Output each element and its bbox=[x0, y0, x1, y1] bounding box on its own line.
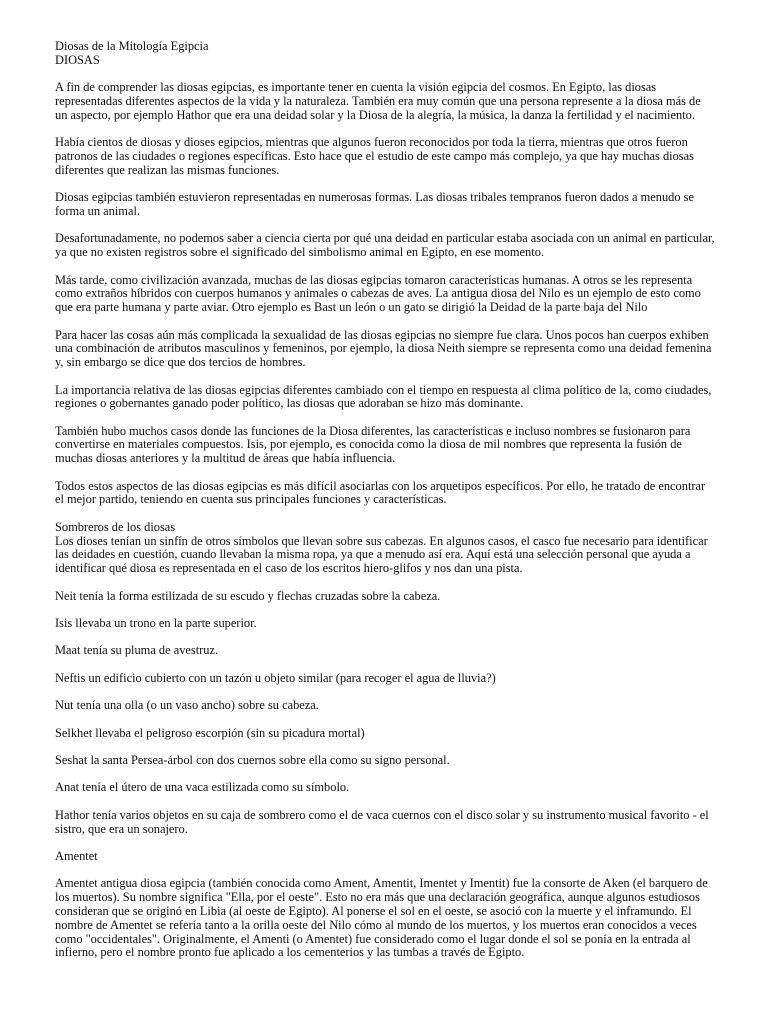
paragraph: Más tarde, como civilización avanzada, muchas de las diosas egipcias tomaron características humanas. A otros se les representa como extraños híbridos con cuerpos humanos y animales o cabezas de aves. La antigua diosa del Nilo es un ejemplo de esto como que era parte humana y parte aviar. Otro ejemplo es Bast un león o un gato se dirigió la Deidad de la parte baja del Nilo bbox=[55, 272, 701, 315]
section-intro: Los dioses tenían un sinfín de otros símbolos que llevan sobre sus cabezas. En algunos casos, el casco fue necesario para identificar las deidades en cuestión, cuando llevaban la misma ropa, ya que a menudo así era. Aquí está una selección personal que ayuda a identificar qué diosa es representada en el caso de los escritos hiero-glifos y nos dan una pista. bbox=[55, 533, 708, 576]
paragraph: También hubo muchos casos donde las funciones de la Diosa diferentes, las características e incluso nombres se fusionaron para convertirse en materiales compuestos. Isis, por ejemplo, es conocida como la diosa de mil nombres que representa la fusión de muchas diosas anteriores y la multitud de áreas que había influencia. bbox=[55, 423, 691, 466]
section-hats bbox=[55, 521, 716, 576]
section-heading: Amentet bbox=[55, 848, 98, 863]
hat-item: Maat tenía su pluma de avestruz. bbox=[55, 643, 219, 658]
hat-item: Seshat la santa Persea-árbol con dos cuernos sobre ella como su signo personal. bbox=[55, 752, 450, 767]
hat-item: Neftis un edificio cubierto con un tazón u objeto similar (para recoger el agua de lluvia?) bbox=[55, 670, 496, 685]
document-subtitle: DIOSAS bbox=[55, 52, 100, 67]
hat-item: Nut tenía una olla (o un vaso ancho) sobre su cabeza. bbox=[55, 698, 319, 713]
hat-item: Selkhet llevaba el peligroso escorpión (sin su picadura mortal) bbox=[55, 725, 365, 740]
hat-item: Neit tenía la forma estilizada de su escudo y flechas cruzadas sobre la cabeza. bbox=[55, 588, 441, 603]
document-header bbox=[55, 40, 716, 68]
paragraph: Había cientos de diosas y dioses egipcios, mientras que algunos fueron reconocidos por toda la tierra, mientras que otros fueron patronos de las ciudades o regiones específicas. Esto hace que el estudio de este campo más complejo, ya que hay muchas diosas diferentes que realizan las mismas funciones. bbox=[55, 135, 694, 177]
paragraph: A fin de comprender las diosas egipcias, es importante tener en cuenta la visión egipcia del cosmos. En Egipto, las diosas representadas diferentes aspectos de la vida y la naturaleza. También era muy común que una persona represente a la diosa más de un aspecto, por ejemplo Hathor que era una deidad solar y la Diosa de la alegría, la música, la danza la fertilidad y el nacimiento. bbox=[55, 80, 701, 122]
section-heading: Sombreros de los diosas bbox=[55, 519, 176, 534]
paragraph: Todos estos aspectos de las diosas egipcias es más difícil asociarlas con los arquetipos específicos. Por ello, he tratado de encontrar el mejor partido, teniendo en cuenta sus principales funciones y características. bbox=[55, 478, 706, 507]
hat-item: Anat tenía el útero de una vaca estilizada como su símbolo. bbox=[55, 780, 350, 795]
paragraph: Para hacer las cosas aún más complicada la sexualidad de las diosas egipcias no siempre fue clara. Unos pocos han cuerpos exhiben una combinación de atributos masculinos y femeninos, por ejemplo, la diosa Neith siempre se representa como una deidad femenina y, sin embargo se dice que dos tercios de hombres. bbox=[55, 327, 712, 370]
document-title: Diosas de la Mitología Egipcia bbox=[55, 39, 209, 53]
hat-item: Isis llevaba un trono en la parte superior. bbox=[55, 616, 257, 631]
paragraph: Desafortunadamente, no podemos saber a ciencia cierta por qué una deidad en particular estaba asociada con un animal en particular, ya que no existen registros sobre el significado del simbolismo animal en Egipto, en ese momento. bbox=[55, 231, 715, 260]
amentet-body: Amentet antigua diosa egipcia (también conocida como Ament, Amentit, Imentet y Imentit) fue la consorte de Aken (el barquero de los muertos). Su nombre significa "Ella, por el oeste". Esto no era más que una declaración geográfica, aunque algunos estudiosos consideran que se originó en Libia (al oeste de Egipto). Al ponerse el sol en el oeste, se asoció con la muerte y el inframundo. El nombre de Amentet se refería tanto a la orilla oeste del Nilo cómo al mundo de los muertos, y los muertos eran conocidos a veces como "occidentales". Originalmente, el Amenti (o Amentet) fue considerado como el lugar donde el sol se ponía en la entrada al infierno, pero el nombre pronto fue aplicado a los cementerios y las tumbas a través de Egipto. bbox=[55, 876, 708, 960]
hat-item: Hathor tenía varios objetos en su caja de sombrero como el de vaca cuernos con el disco solar y su instrumento musical favorito - el sistro, que era un sonajero. bbox=[55, 807, 709, 836]
paragraph: La importancia relativa de las diosas egipcias diferentes cambiado con el tiempo en respuesta al clima político de la, como ciudades, regiones o gobernantes ganado poder político, las diosas que adoraban se hizo más dominante. bbox=[55, 382, 712, 411]
paragraph: Diosas egipcias también estuvieron representadas en numerosas formas. Las diosas tribales tempranos fueron dados a menudo se forma un animal. bbox=[55, 190, 694, 218]
